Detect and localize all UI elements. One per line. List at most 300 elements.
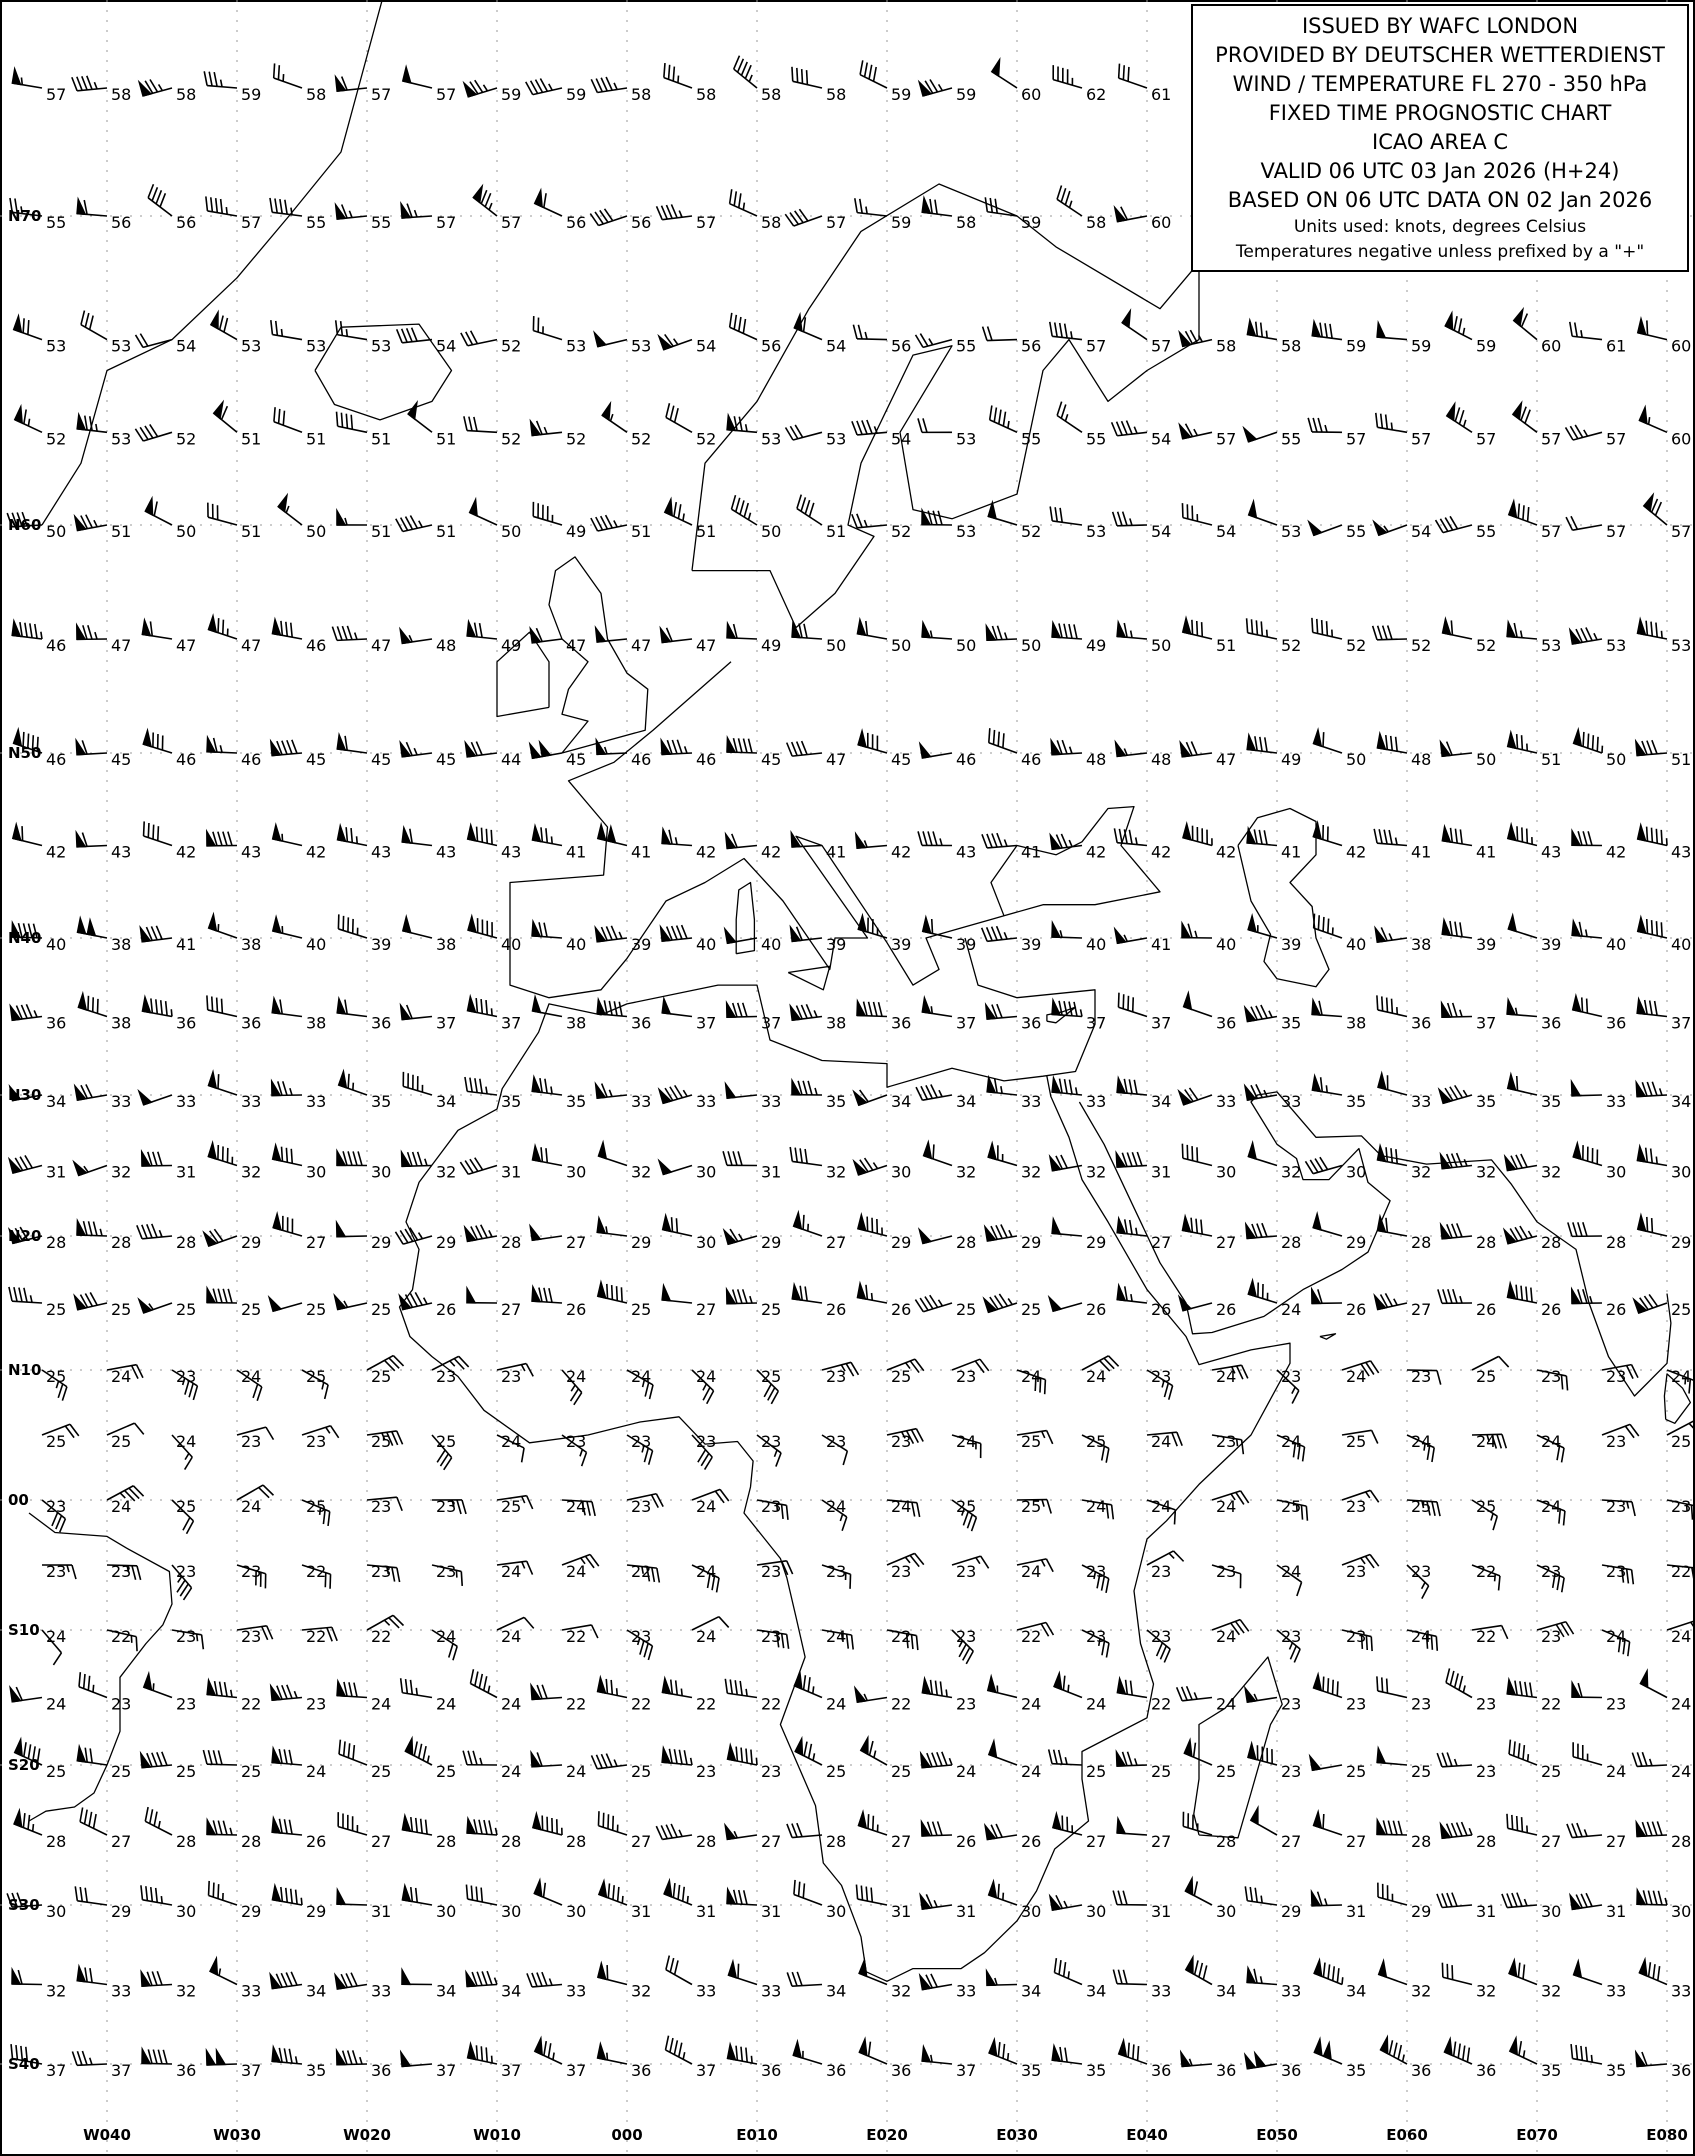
temperature-label: 32 [1411,1162,1432,1182]
temperature-label: 39 [1281,935,1302,954]
temperature-label: 24 [826,1627,847,1646]
temperature-label: 54 [1151,522,1172,541]
wind-barb [854,1090,887,1105]
temperature-label: 27 [1411,1300,1432,1319]
temperature-label: 33 [631,1092,652,1111]
wind-barb [918,831,952,845]
wind-barb [77,1747,107,1765]
temperature-label: 43 [956,842,977,862]
temperature-label: 23 [1346,1562,1367,1581]
wind-barb [1638,620,1667,639]
temperature-label: 51 [631,522,652,541]
longitude-label: W010 [473,2126,521,2144]
temperature-label: 24 [501,1694,522,1714]
wind-barb [208,1143,237,1165]
coastline [692,184,1199,628]
temperature-label: 33 [1086,1092,1107,1111]
wind-barb [732,495,757,525]
longitude-label: E030 [996,2126,1038,2144]
temperature-label: 53 [46,336,67,356]
temperature-label: 22 [1021,1627,1042,1646]
wind-barb [142,2049,172,2064]
temperature-label: 25 [371,1300,392,1319]
temperature-label: 45 [891,750,912,769]
temperature-label: 30 [1671,1902,1692,1921]
temperature-label: 25 [111,1300,132,1319]
wind-barb [1570,322,1602,340]
wind-barb [135,424,172,441]
wind-barb [797,495,822,525]
temperature-label: 39 [956,935,977,954]
wind-barb [990,405,1017,432]
temperature-label: 25 [631,1300,652,1319]
temperature-label: 53 [956,429,977,449]
temperature-label: 23 [826,1562,847,1581]
wind-barb [535,191,562,216]
coastline [788,966,830,990]
temperature-label: 23 [371,1497,392,1516]
temperature-label: 41 [1021,842,1042,862]
temperature-label: 30 [1671,1162,1692,1182]
wind-barb [1636,1821,1667,1836]
wind-barb [530,1226,562,1240]
temperature-label: 25 [1476,1497,1497,1516]
temperature-label: 33 [241,1092,262,1111]
wind-barb [1509,501,1537,525]
temperature-label: 34 [1346,1981,1367,2001]
temperature-label: 37 [1476,1013,1497,1033]
temperature-label: 29 [241,1902,262,1921]
temperature-label: 49 [1086,636,1107,655]
coastline [1194,1657,1282,1838]
temperature-label: 23 [826,1367,847,1386]
temperature-label: 51 [111,522,132,541]
temperature-label: 51 [1671,750,1692,769]
temperature-label: 26 [1541,1300,1562,1319]
temperature-label: 37 [696,1013,717,1033]
temperature-label: 30 [566,1902,587,1921]
temperature-label: 24 [1151,1432,1172,1451]
temperature-label: 54 [436,336,457,356]
wind-barb [989,728,1017,753]
temperature-label: 51 [1541,750,1562,769]
temperature-label: 40 [1216,935,1237,954]
temperature-label: 36 [1021,1013,1042,1033]
wind-barb [1507,1814,1537,1835]
temperature-label: 27 [1281,1832,1302,1851]
wind-barb [984,1294,1017,1312]
wind-barb [1644,495,1667,525]
temperature-label: 35 [826,1092,847,1111]
temperature-label: 24 [306,1762,327,1781]
temperature-label: 50 [956,636,977,655]
temperature-label: 40 [761,935,782,954]
temperature-label: 40 [1671,935,1692,954]
temperature-label: 52 [1411,636,1432,655]
temperature-label: 56 [631,213,652,232]
wind-barb [787,741,822,756]
temperature-label: 25 [306,1367,327,1386]
temperature-label: 51 [241,429,262,449]
wind-barb [1378,1883,1407,1905]
wind-barb [141,1885,172,1905]
temperature-label: 24 [566,1562,587,1581]
wind-barb [338,1812,367,1835]
temperature-label: 22 [631,1562,652,1581]
wind-barb [1377,1748,1407,1765]
wind-barb [986,626,1017,640]
temperature-label: 24 [1021,1367,1042,1386]
temperature-label: 24 [1346,1367,1367,1386]
temperature-label: 25 [1541,1762,1562,1781]
temperature-label: 47 [696,636,717,655]
wind-barb [662,1679,692,1698]
latitude-label: N20 [8,1227,42,1245]
wind-barb [858,1284,887,1303]
temperature-label: 34 [1151,1092,1172,1111]
temperature-label: 23 [1281,1762,1302,1781]
temperature-label: 33 [1411,1092,1432,1111]
temperature-label: 55 [1346,522,1367,541]
wind-barb [400,1292,432,1309]
temperature-label: 24 [1541,1432,1562,1451]
temperature-label: 52 [696,429,717,449]
temperature-label: 58 [176,85,197,104]
longitude-label: E080 [1646,2126,1688,2144]
wind-barb [1508,733,1537,753]
temperature-label: 25 [891,1367,912,1386]
wind-barb [1572,921,1602,938]
temperature-label: 36 [891,1013,912,1033]
wind-barb [1439,1085,1472,1103]
temperature-label: 45 [566,750,587,769]
wind-barb [1246,1223,1277,1238]
temperature-label: 22 [566,1694,587,1714]
wind-barb [859,2039,887,2064]
latitude-label: N50 [8,744,42,762]
temperature-label: 45 [436,750,457,769]
wind-barb [1638,319,1667,340]
wind-barb [792,1081,822,1095]
temperature-label: 30 [1216,1162,1237,1182]
temperature-label: 43 [1671,842,1692,862]
latitude-label: S40 [8,2055,40,2073]
wind-barb [75,1886,107,1905]
wind-barb [1437,1752,1472,1766]
wind-barb [339,1072,367,1095]
temperature-label: 34 [1671,1092,1692,1111]
wind-barb [272,1886,302,1905]
wind-barb [1436,516,1472,532]
temperature-label: 23 [1671,1497,1692,1516]
temperature-label: 26 [891,1300,912,1319]
wind-barb [14,1811,42,1835]
wind-barb [659,1085,692,1103]
temperature-label: 23 [176,1694,197,1714]
title-based-on: BASED ON 06 UTC DATA ON 02 Jan 2026 [1227,188,1653,212]
temperature-label: 23 [176,1562,197,1581]
wind-barb [468,825,497,845]
wind-barb [533,316,562,340]
temperature-label: 38 [1411,935,1432,954]
wind-barb [1446,1668,1472,1697]
temperature-label: 56 [761,336,782,356]
wind-barb [1118,993,1147,1017]
temperature-label: 30 [1216,1902,1237,1921]
wind-barb [792,623,822,639]
wind-barb [727,738,757,753]
temperature-label: 25 [176,1497,197,1516]
wind-barb [734,56,757,88]
longitude-label: E060 [1386,2126,1428,2144]
wind-barb [856,1885,887,1905]
temperature-label: 24 [1086,1367,1107,1386]
wind-barb [1314,1960,1343,1984]
temperature-label: 57 [371,85,392,104]
temperature-label: 57 [46,85,67,104]
wind-barb [204,71,237,88]
wind-barb [272,999,302,1017]
temperature-label: 58 [306,85,327,104]
wind-barb [662,1286,692,1303]
wind-barb [461,331,497,346]
temperature-label: 57 [1411,429,1432,449]
temperature-label: 36 [1411,2061,1432,2080]
wind-barb [1314,914,1342,938]
wind-barb [401,2052,432,2066]
temperature-label: 50 [761,522,782,541]
wind-barb [72,76,107,91]
temperature-label: 33 [696,1981,717,2001]
temperature-label: 51 [436,522,457,541]
temperature-label: 26 [1476,1300,1497,1319]
wind-barb [921,1752,952,1768]
temperature-label: 24 [241,1367,262,1386]
wind-barb [1507,1000,1537,1016]
temperature-label: 34 [1021,1981,1042,2001]
wind-barb [1312,1289,1342,1303]
wind-barb [1637,1147,1667,1166]
wind-barb [1442,1963,1472,1985]
temperature-label: 54 [1411,522,1432,541]
temperature-label: 31 [1606,1902,1627,1921]
temperature-label: 55 [1281,429,1302,449]
temperature-label: 24 [1216,1694,1237,1714]
wind-barb [209,1881,237,1905]
wind-barb [145,499,172,525]
wind-barb [278,496,302,525]
temperature-label: 40 [46,935,67,954]
temperature-label: 24 [1411,1432,1432,1451]
temperature-label: 55 [1476,522,1497,541]
temperature-label: 50 [826,636,847,655]
wind-barb [533,1146,562,1165]
temperature-label: 22 [1151,1694,1172,1714]
wind-barb [1640,1671,1667,1697]
temperature-label: 58 [956,213,977,232]
wind-barb [1122,311,1147,339]
temperature-label: 29 [761,1233,782,1252]
wind-barb [1050,834,1082,849]
temperature-label: 29 [241,1233,262,1252]
wind-barb [795,1739,822,1765]
wind-barb [209,915,237,938]
temperature-label: 22 [696,1694,717,1714]
wind-barb [136,334,172,348]
temperature-label: 23 [176,1627,197,1646]
temperature-label: 35 [1346,1092,1367,1111]
temperature-label: 36 [1151,2061,1172,2080]
wind-barb [1378,1146,1407,1165]
temperature-label: 33 [956,1981,977,2001]
temperature-label: 52 [176,429,197,449]
temperature-label: 25 [1021,1497,1042,1516]
temperature-label: 60 [1541,336,1562,356]
temperature-label: 24 [501,1762,522,1781]
wind-barb [272,1081,302,1095]
temperature-label: 23 [566,1432,587,1451]
temperature-label: 23 [631,1497,652,1516]
wind-barb [210,1959,237,1985]
wind-barb [207,1680,237,1697]
wind-barb [468,917,497,938]
temperature-label: 58 [1216,336,1237,356]
temperature-label: 23 [1281,1627,1302,1646]
wind-barb [269,1298,302,1311]
temperature-label: 43 [241,842,262,862]
wind-barb [787,1823,822,1837]
temperature-label: 23 [826,1432,847,1451]
wind-barb [661,925,692,941]
wind-barb [785,209,822,226]
temperature-label: 33 [1281,1981,1302,2001]
wind-barb [1115,207,1147,222]
temperature-label: 59 [891,85,912,104]
temperature-label: 41 [1476,842,1497,862]
temperature-label: 26 [1606,1300,1627,1319]
temperature-label: 42 [1346,842,1367,862]
wind-barb [1632,1752,1667,1766]
temperature-label: 24 [956,1432,977,1451]
wind-barb [860,60,887,88]
temperature-label: 34 [1216,1981,1237,2001]
wind-barb [1244,428,1277,441]
wind-barb [401,1678,432,1697]
wind-barb [401,204,432,218]
wind-barb [1376,413,1407,432]
temperature-label: 43 [1541,842,1562,862]
wind-barb [1381,2037,1407,2064]
wind-barb [77,200,107,216]
temperature-label: 32 [826,1162,847,1182]
temperature-label: 23 [1346,1497,1367,1516]
temperature-label: 48 [1151,750,1172,769]
temperature-label: 51 [1216,636,1237,655]
temperature-label: 33 [761,1092,782,1111]
wind-barb [1572,1082,1602,1096]
wind-barb [987,1971,1017,1985]
longitude-label: E070 [1516,2126,1558,2144]
temperature-label: 56 [111,213,132,232]
temperature-label: 62 [1086,85,1107,104]
wind-barb [1248,1143,1277,1165]
wind-barb [1309,522,1342,535]
temperature-label: 47 [631,636,652,655]
wind-barb [464,416,497,432]
wind-barb [920,744,952,758]
temperature-label: 57 [826,213,847,232]
temperature-label: 50 [306,522,327,541]
temperature-label: 58 [761,213,782,232]
temperature-label: 23 [761,1627,782,1646]
temperature-label: 59 [891,213,912,232]
title-note: Temperatures negative unless prefixed by a "+" [1235,242,1645,262]
temperature-label: 57 [1541,429,1562,449]
temperature-label: 49 [501,636,522,655]
temperature-label: 28 [501,1832,522,1851]
temperature-label: 25 [1086,1432,1107,1451]
temperature-label: 24 [566,1497,587,1516]
wind-barb [1117,1819,1147,1835]
temperature-label: 24 [1086,1694,1107,1714]
temperature-label: 24 [631,1367,652,1386]
temperature-label: 55 [46,213,67,232]
temperature-label: 32 [1281,1162,1302,1182]
temperature-label: 51 [436,429,457,449]
temperature-label: 42 [46,842,67,862]
wind-barb [1314,2039,1342,2064]
temperature-label: 52 [631,429,652,449]
wind-barb [531,1685,562,1700]
wind-barb [1507,1680,1537,1698]
temperature-label: 37 [436,2061,457,2080]
temperature-label: 38 [111,1013,132,1033]
title-product: WIND / TEMPERATURE FL 270 - 350 hPa [1232,72,1648,96]
temperature-label: 23 [1086,1627,1107,1646]
wind-barb [1119,64,1147,88]
temperature-label: 50 [1346,750,1367,769]
temperature-label: 26 [826,1300,847,1319]
wind-barb [1441,1223,1472,1238]
temperature-label: 33 [1606,1092,1627,1111]
temperature-label: 38 [566,1013,587,1033]
wind-barb [144,821,172,845]
wind-barb [1116,1152,1147,1167]
temperature-label: 40 [566,935,587,954]
temperature-label: 25 [1086,1762,1107,1781]
wind-barb [852,514,887,528]
temperature-label: 23 [891,1562,912,1581]
longitude-labels [83,2126,1688,2144]
wind-barb [12,621,42,639]
wind-barb [598,1678,627,1698]
temperature-label: 22 [566,1627,587,1646]
temperature-label: 28 [1541,1233,1562,1252]
temperature-label: 30 [696,1233,717,1252]
wind-barb [992,60,1017,88]
temperature-label: 27 [696,1300,717,1319]
temperature-label: 51 [826,522,847,541]
wind-barb [1437,1893,1472,1908]
temperature-label: 34 [306,1981,327,2001]
temperature-label: 59 [1021,213,1042,232]
wind-barb [337,1890,367,1905]
wind-barb [1053,1814,1082,1835]
temperature-label: 28 [1281,1233,1302,1252]
temperature-label: 37 [1671,1013,1692,1033]
temperature-label: 50 [1021,636,1042,655]
temperature-label: 51 [371,429,392,449]
